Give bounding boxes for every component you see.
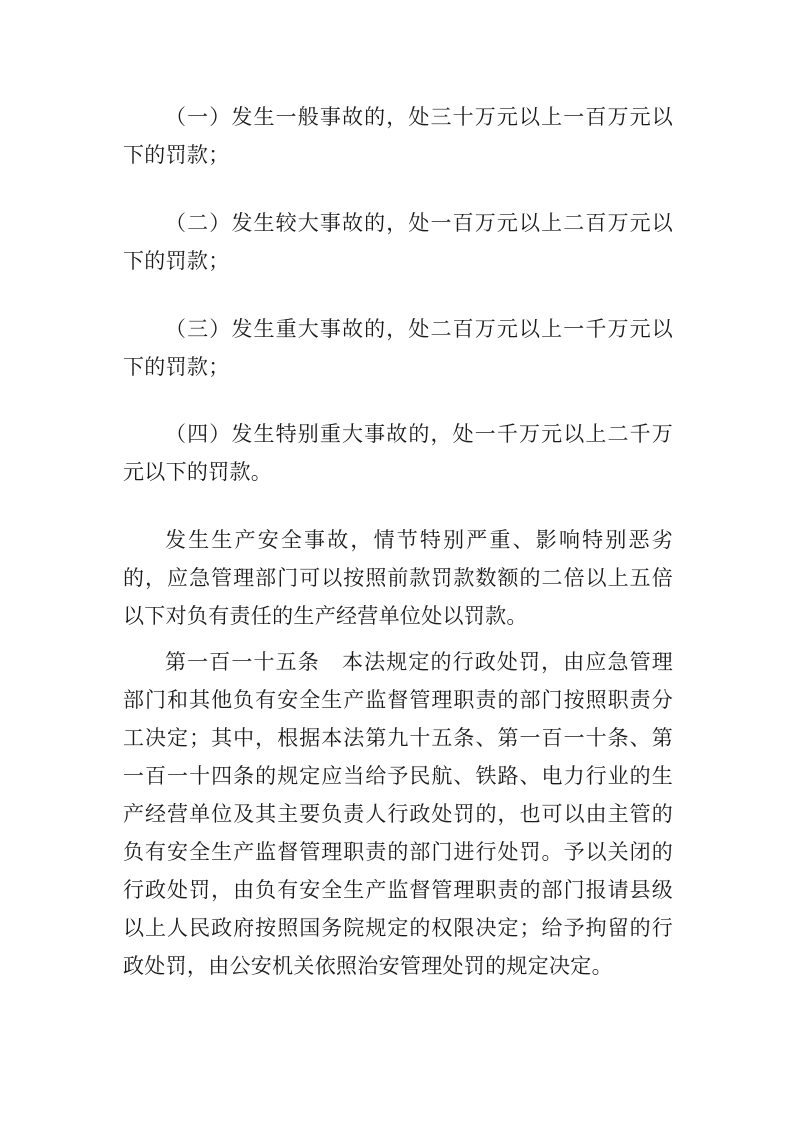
paragraph-article-115: 第一百一十五条 本法规定的行政处罚，由应急管理部门和其他负有安全生产监督管理职责的部门按照职责分工决定；其中，根据本法第九十五条、第一百一十条、第一百一十四条的规定应当给予民航、铁路、电力行业的生产经营单位及其主要负责人行政处罚的，也可以由主管的负有安全生产监督管理职责的部门进行处罚。予以关闭的行政处罚，由负有安全生产监督管理职责的部门报请县级以上人民政府按照国务院规定的权限决定；给予拘留的行政处罚，由公安机关依照治安管理处罚的规定决定。: [123, 650, 673, 978]
paragraph-item-2: （二）发生较大事故的，处一百万元以上二百万元以下的罚款；: [123, 211, 673, 273]
paragraph-item-3: （三）发生重大事故的，处二百万元以上一千万元以下的罚款；: [123, 317, 673, 379]
paragraph-aggravated-penalty: 发生生产安全事故，情节特别严重、影响特别恶劣的，应急管理部门可以按照前款罚款数额的二倍以上五倍以下对负有责任的生产经营单位处以罚款。: [123, 528, 673, 628]
paragraph-item-1: （一）发生一般事故的，处三十万元以上一百万元以下的罚款；: [123, 105, 673, 167]
paragraph-item-4: （四）发生特别重大事故的，处一千万元以上二千万元以下的罚款。: [123, 422, 673, 484]
